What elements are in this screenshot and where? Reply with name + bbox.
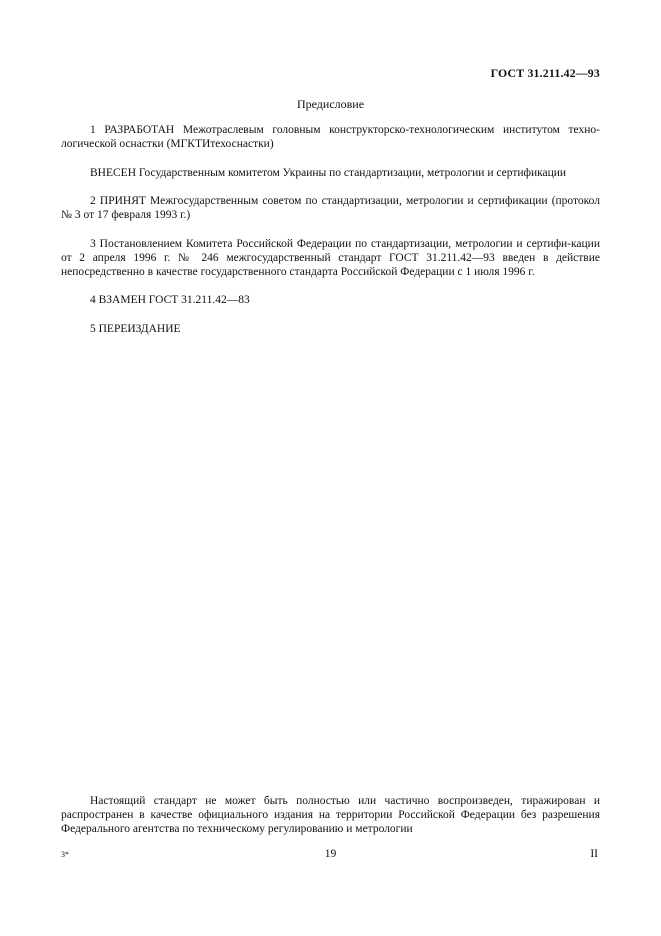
- document-header: ГОСТ 31.211.42—93: [490, 66, 600, 80]
- page-content: [61, 0, 600, 352]
- paragraph-adopted: 2 ПРИНЯТ Межгосударственным советом по стандартизации, метрологии и сертификации (протокол № 3 от 17 февраля 1993 г.): [61, 195, 600, 222]
- signature-mark: 3*: [61, 850, 69, 859]
- paragraph-submitted: ВНЕСЕН Государственным комитетом Украины по стандартизации, метрологии и сертификации: [90, 166, 567, 179]
- roman-page-number: II: [590, 848, 598, 860]
- paragraph-developed: 1 РАЗРАБОТАН Межотраслевым головным конструкторско-технологическим институтом техно-логической оснастки (МГКТИтехоснастки): [61, 124, 600, 150]
- paragraph-replaces: 4 ВЗАМЕН ГОСТ 31.211.42—83: [90, 294, 250, 307]
- page-footer: [0, 847, 661, 863]
- copyright-notice: Настоящий стандарт не может быть полностью или частично воспроизведен, тиражирован и распространен в качестве официального издания на территории Российской Федерации без разрешения Федерального агентства по техническому регулированию и метрологии: [61, 795, 600, 835]
- paragraph-reissue: 5 ПЕРЕИЗДАНИЕ: [90, 323, 181, 336]
- page-number: 19: [324, 848, 337, 860]
- page-title: Предисловие: [296, 97, 365, 111]
- paragraph-enacted: 3 Постановлением Комитета Российской Федерации по стандартизации, метрологии и сертифи-кации от 2 апреля 1996 г. № 246 межгосударственный стандарт ГОСТ 31.211.42—93 введен в действие непосредственно в качестве государственного стандарта Российской Федерации с 1 июля 1996 г.: [61, 237, 600, 278]
